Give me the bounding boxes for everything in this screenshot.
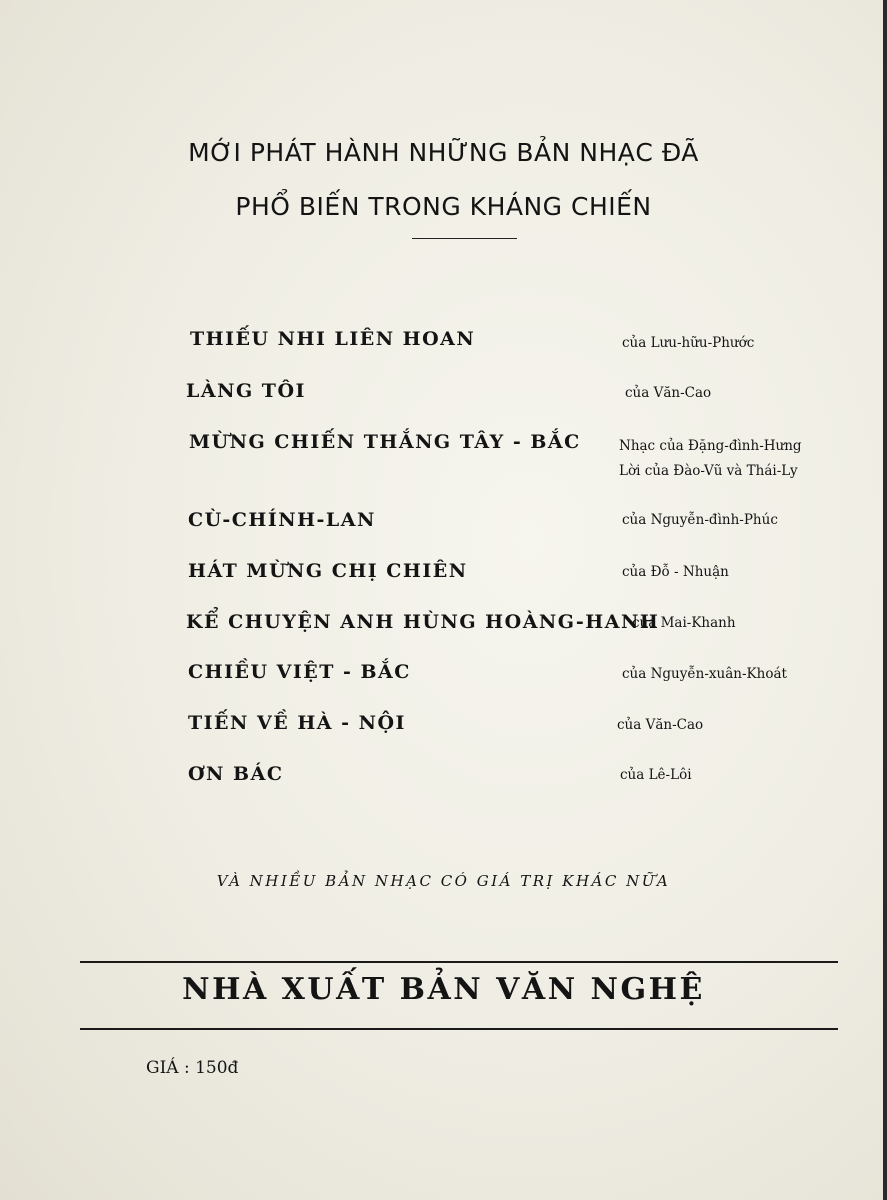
song-author-lyrics: Lời của Đào-Vũ và Thái-Ly bbox=[619, 463, 798, 479]
song-title: CÙ-CHÍNH-LAN bbox=[188, 509, 376, 531]
song-author: của Nguyễn-xuân-Khoát bbox=[622, 666, 787, 682]
song-title: HÁT MỪNG CHỊ CHIÊN bbox=[188, 560, 468, 582]
song-author: của Lê-Lôi bbox=[620, 767, 692, 783]
song-title: CHIỀU VIỆT - BẮC bbox=[188, 661, 411, 683]
song-title: THIẾU NHI LIÊN HOAN bbox=[190, 328, 476, 350]
song-author: của Mai-Khanh bbox=[632, 615, 736, 631]
song-author: của Lưu-hữu-Phước bbox=[622, 335, 755, 351]
song-author: của Văn-Cao bbox=[625, 385, 712, 401]
song-title: KỂ CHUYỆN ANH HÙNG HOÀNG-HANH bbox=[186, 611, 660, 633]
song-author: Nhạc của Đặng-đình-Hưng bbox=[619, 438, 802, 454]
song-author: của Văn-Cao bbox=[617, 717, 704, 733]
price-label: GIÁ : 150đ bbox=[146, 1058, 239, 1078]
song-title: TIẾN VỀ HÀ - NỘI bbox=[188, 712, 406, 734]
song-author: của Đỗ - Nhuận bbox=[622, 564, 729, 580]
header-line-1: MỚI PHÁT HÀNH NHỮNG BẢN NHẠC ĐÃ bbox=[188, 138, 699, 167]
song-title: LÀNG TÔI bbox=[186, 380, 306, 402]
divider-top bbox=[80, 961, 838, 963]
divider-bottom bbox=[80, 1028, 838, 1030]
footer-note: VÀ NHIỀU BẢN NHẠC CÓ GIÁ TRỊ KHÁC NỮA bbox=[216, 872, 671, 890]
header-divider bbox=[412, 238, 517, 239]
song-title: ƠN BÁC bbox=[188, 763, 284, 785]
publisher-name: NHÀ XUẤT BẢN VĂN NGHỆ bbox=[182, 972, 705, 1007]
song-author: của Nguyễn-đình-Phúc bbox=[622, 512, 778, 528]
header-line-2: PHỔ BIẾN TRONG KHÁNG CHIẾN bbox=[235, 192, 652, 221]
song-title: MỪNG CHIẾN THẮNG TÂY - BẮC bbox=[189, 431, 581, 453]
